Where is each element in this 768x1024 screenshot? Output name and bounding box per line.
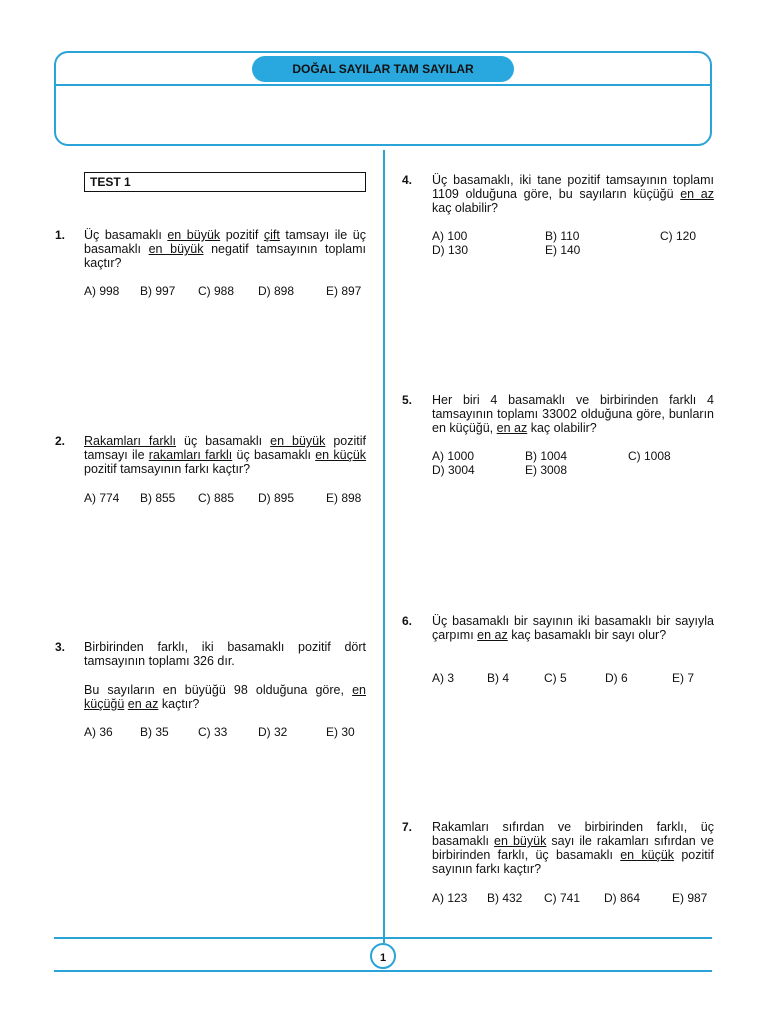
option-c[interactable]: C) 33	[198, 725, 228, 739]
question-text: Rakamları farklı üç basamaklı en büyük pozitif tamsayı ile rakamları farklı üç basamaklı en küçük pozitif tamsayının farkı kaçtır?	[84, 434, 367, 476]
page-number: 1	[370, 943, 396, 969]
option-d[interactable]: D) 895	[258, 491, 295, 505]
footer-line-bottom	[54, 970, 712, 972]
option-a[interactable]: A) 100	[432, 229, 468, 243]
option-d[interactable]: D) 130	[432, 243, 469, 257]
option-e[interactable]: E) 897	[326, 284, 362, 298]
option-b[interactable]: B) 1004	[525, 449, 568, 463]
test-label: TEST 1	[84, 172, 366, 192]
option-c[interactable]: C) 988	[198, 284, 235, 298]
question-text: Üç basamaklı bir sayının iki basamaklı bir sayıyla çarpımı en az kaç basamaklı bir sayı olur?	[432, 614, 714, 642]
header-divider	[54, 84, 712, 86]
option-d[interactable]: D) 32	[258, 725, 288, 739]
question-number: 4.	[402, 173, 413, 187]
option-c[interactable]: C) 120	[660, 229, 697, 243]
question-text-2: Bu sayıların en büyüğü 98 olduğuna göre, en küçüğü en az kaçtır?	[84, 683, 366, 711]
question-text: Üç basamaklı, iki tane pozitif tamsayının toplamı 1109 olduğuna göre, bu sayıların küçüğü en az kaç olabilir?	[432, 173, 714, 215]
option-d[interactable]: D) 3004	[432, 463, 475, 477]
option-d[interactable]: D) 898	[258, 284, 295, 298]
option-b[interactable]: B) 997	[140, 284, 176, 298]
option-b[interactable]: B) 855	[140, 491, 176, 505]
option-d[interactable]: D) 864	[604, 891, 641, 905]
option-a[interactable]: A) 774	[84, 491, 120, 505]
option-c[interactable]: C) 1008	[628, 449, 671, 463]
option-b[interactable]: B) 35	[140, 725, 169, 739]
page-title: DOĞAL SAYILAR TAM SAYILAR	[252, 56, 514, 82]
question-text-1: Birbirinden farklı, iki basamaklı pozitif dört tamsayının toplamı 326 dır.	[84, 640, 366, 668]
option-a[interactable]: A) 3	[432, 671, 455, 685]
question-number: 1.	[55, 228, 66, 242]
question-number: 5.	[402, 393, 413, 407]
option-e[interactable]: E) 3008	[525, 463, 568, 477]
option-e[interactable]: E) 140	[545, 243, 581, 257]
option-a[interactable]: A) 123	[432, 891, 468, 905]
option-e[interactable]: E) 987	[672, 891, 708, 905]
question-text: Üç basamaklı en büyük pozitif çift tamsayı ile üç basamaklı en büyük negatif tamsayının toplamı kaçtır?	[84, 228, 366, 270]
option-d[interactable]: D) 6	[605, 671, 628, 685]
question-number: 3.	[55, 640, 66, 654]
question-number: 2.	[55, 434, 66, 448]
option-a[interactable]: A) 36	[84, 725, 113, 739]
option-e[interactable]: E) 30	[326, 725, 355, 739]
option-c[interactable]: C) 741	[544, 891, 581, 905]
option-c[interactable]: C) 885	[198, 491, 235, 505]
option-e[interactable]: E) 898	[326, 491, 362, 505]
option-e[interactable]: E) 7	[672, 671, 695, 685]
column-divider	[383, 150, 385, 943]
option-a[interactable]: A) 998	[84, 284, 120, 298]
option-b[interactable]: B) 110	[545, 229, 580, 243]
option-a[interactable]: A) 1000	[432, 449, 475, 463]
question-number: 6.	[402, 614, 413, 628]
option-b[interactable]: B) 4	[487, 671, 510, 685]
option-c[interactable]: C) 5	[544, 671, 567, 685]
footer-line-top	[54, 937, 712, 939]
option-b[interactable]: B) 432	[487, 891, 523, 905]
question-text: Rakamları sıfırdan ve birbirinden farklı, üç basamaklı en büyük sayı ile rakamları sıfırdan ve birbirinden farklı, üç basamaklı en küçük pozitif sayının farkı kaçtır?	[432, 820, 715, 876]
question-number: 7.	[402, 820, 413, 834]
question-text: Her biri 4 basamaklı ve birbirinden farklı 4 tamsayının toplamı 33002 olduğuna göre, bunların en küçüğü, en az kaç olabilir?	[432, 393, 714, 435]
